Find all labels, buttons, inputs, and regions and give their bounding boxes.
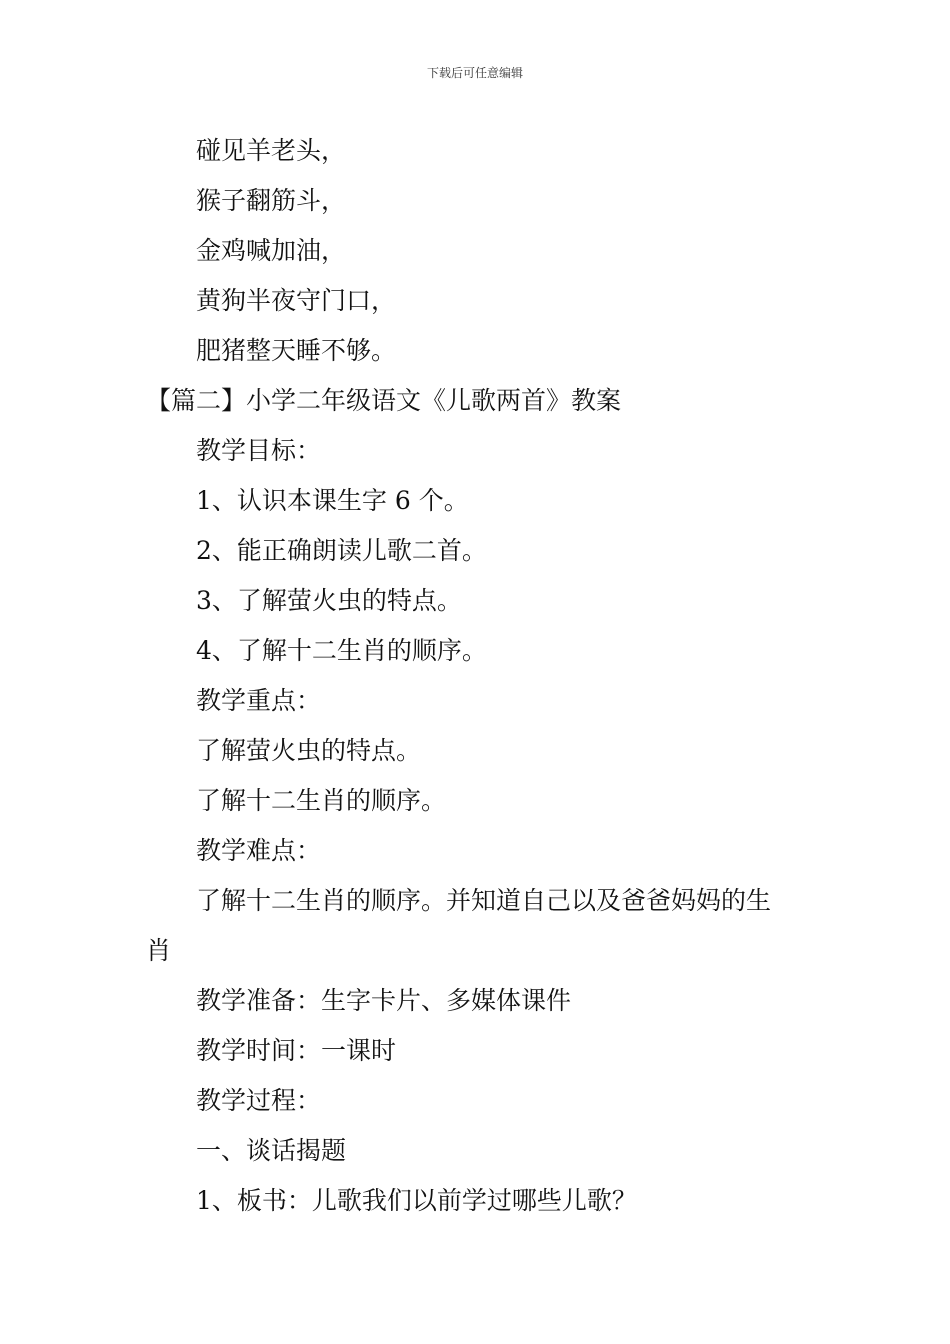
difficulty-text: 了解十二生肖的顺序。并知道自己以及爸爸妈妈的生 [196, 886, 772, 915]
label-process: 教学过程： [196, 1086, 322, 1115]
poem-line: 金鸡喊加油， [196, 236, 347, 265]
goal-item: 1、认识本课生字 6 个。 [196, 486, 469, 515]
poem-line: 黄狗半夜守门口， [196, 286, 397, 315]
label-key-points: 教学重点： [196, 686, 322, 715]
poem-line: 肥猪整天睡不够。 [196, 336, 397, 365]
goal-item: 4、了解十二生肖的顺序。 [196, 636, 487, 665]
key-point-item: 了解萤火虫的特点。 [196, 736, 422, 765]
goal-item: 2、能正确朗读儿歌二首。 [196, 536, 487, 565]
difficulty-text-continued: 肖 [146, 936, 172, 965]
process-step-heading: 一、谈话揭题 [196, 1136, 347, 1165]
label-difficulties: 教学难点： [196, 836, 322, 865]
goal-item: 3、了解萤火虫的特点。 [196, 586, 462, 615]
preparation-line: 教学准备：生字卡片、多媒体课件 [196, 986, 572, 1015]
key-point-item: 了解十二生肖的顺序。 [196, 786, 447, 815]
poem-line: 猴子翻筋斗， [196, 186, 347, 215]
label-teaching-goals: 教学目标： [196, 436, 322, 465]
process-step-item: 1、板书：儿歌我们以前学过哪些儿歌？ [196, 1186, 637, 1215]
section-heading: 【篇二】小学二年级语文《儿歌两首》教案 [146, 386, 622, 415]
poem-line: 碰见羊老头， [196, 136, 347, 165]
time-line: 教学时间：一课时 [196, 1036, 397, 1065]
page-header: 下载后可任意编辑 [426, 66, 523, 80]
document-body [146, 126, 816, 1226]
